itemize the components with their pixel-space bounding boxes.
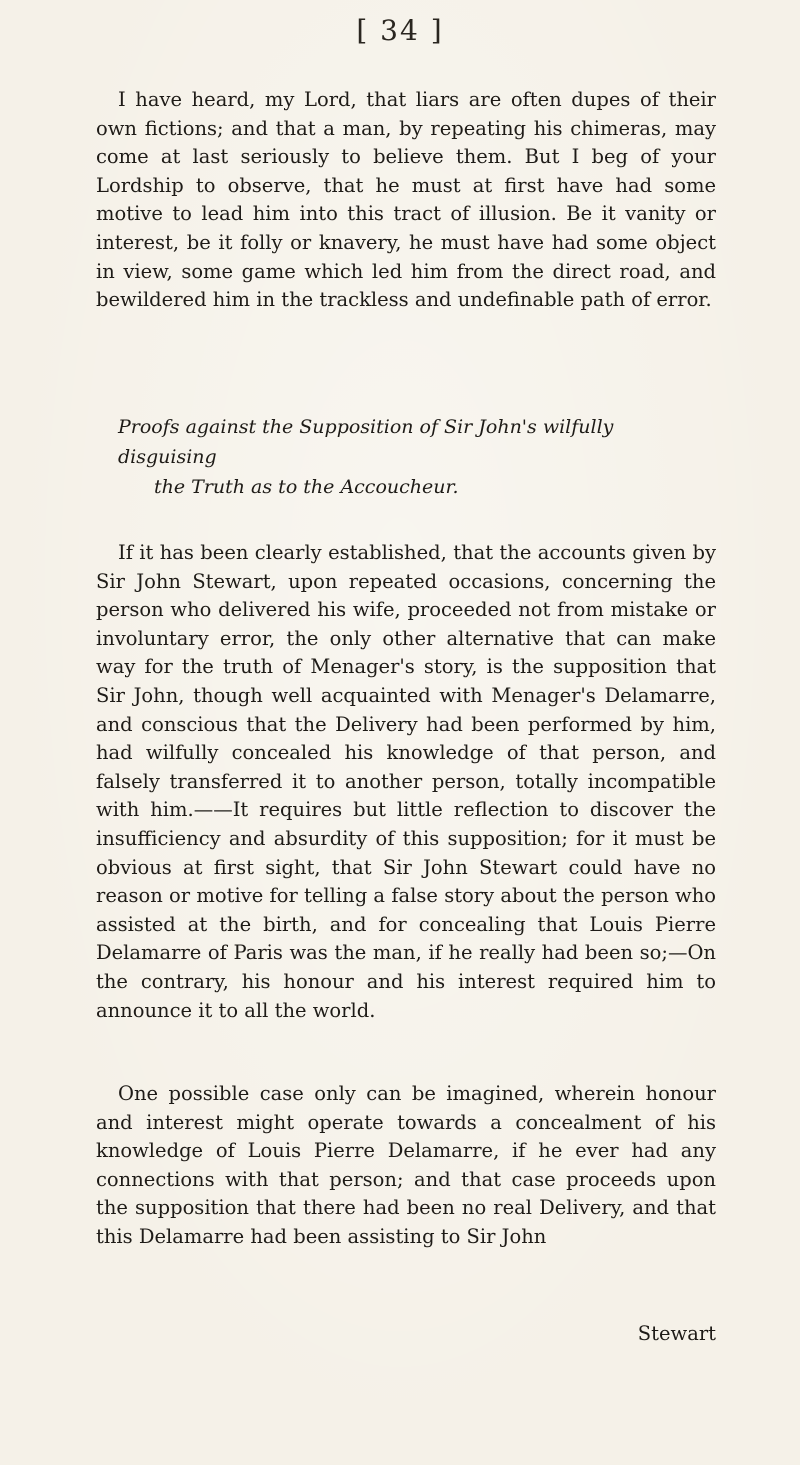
paragraph-intro: I have heard, my Lord, that liars are often dupes of their own fictions; and that a man, by repeating his chimeras, may come at last seriously to believe them. But I beg of your Lordship to observe, that he must at first have had some motive to lead him into this tract of illusion. Be it vanity or interest, be it folly or knavery, he must have had some object in view, some game which led him from the direct road, and bewildered him in the trackless and undefinable path of error.: [96, 88, 716, 312]
page-number: [ 34 ]: [356, 14, 444, 47]
paragraph-possible-case: One possible case only can be imagined, wherein honour and interest might operate towards a concealment of his knowledge of Louis Pierre Delamarre, if he ever had any connections with that person; and that case proceeds upon the supposition that there had been no real Delivery, and that this Delamarre had been assisting to Sir John: [96, 1082, 716, 1248]
section-heading-line-2: the Truth as to the Accoucheur.: [154, 476, 459, 498]
section-heading-line-1: Proofs against the Supposition of Sir John's wilfully disguising: [118, 416, 614, 468]
section-heading: [118, 412, 698, 502]
catchword: Stewart: [637, 1322, 716, 1345]
paragraph-argument: If it has been clearly established, that the accounts given by Sir John Stewart, upon repeated occasions, concerning the person who delivered his wife, proceeded not from mistake or involuntary error, the only other alternative that can make way for the truth of Menager's story, is the supposition that Sir John, though well acquainted with Menager's Delamarre, and conscious that the Delivery had been performed by him, had wilfully concealed his knowledge of that person, and falsely transferred it to another person, totally incompatible with him.——It requires but little reflection to discover the insufficiency and absurdity of this supposition; for it must be obvious at first sight, that Sir John Stewart could have no reason or motive for telling a false story about the person who assisted at the birth, and for concealing that Louis Pierre Delamarre of Paris was the man, if he really had been so;—On the contrary, his honour and his interest required him to announce it to all the world.: [96, 541, 716, 1022]
